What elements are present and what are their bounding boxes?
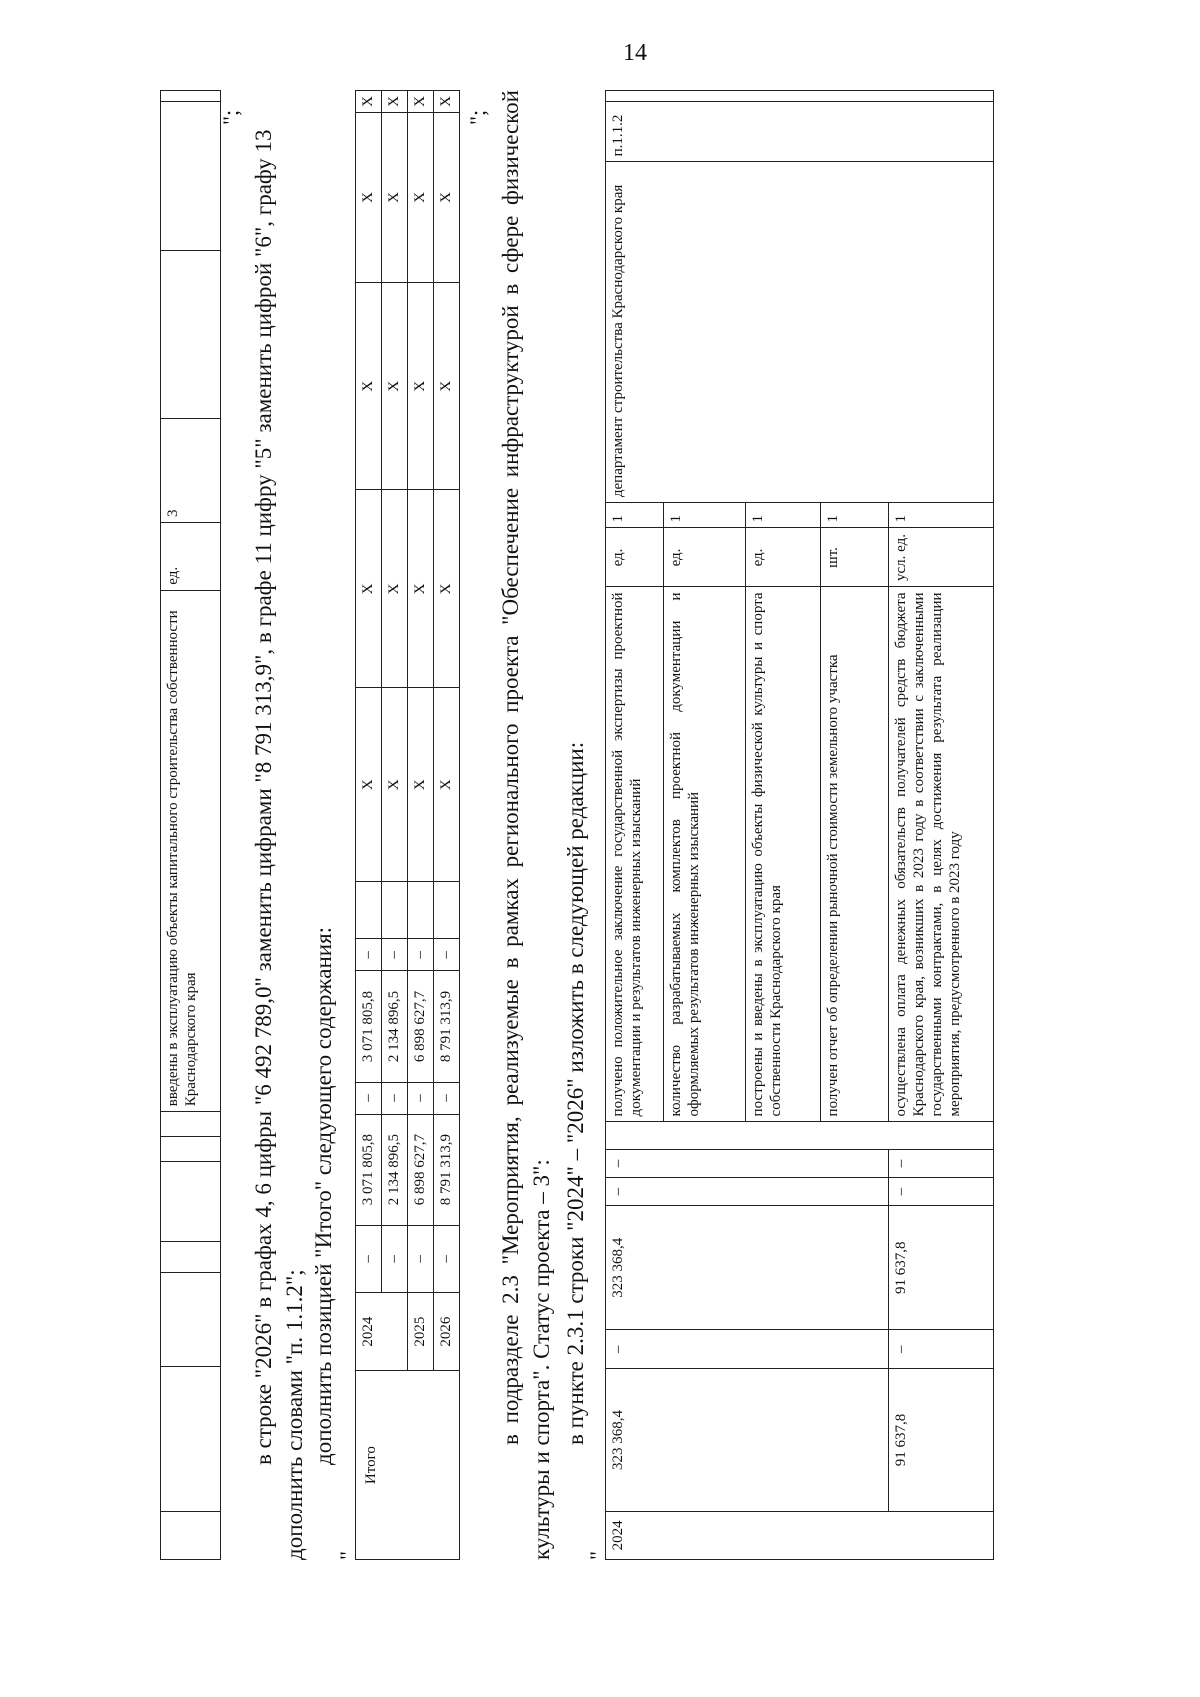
ref-cell: п.1.1.2	[606, 102, 994, 162]
table-cell: 3 071 805,8	[356, 1114, 382, 1225]
x-cell: X	[408, 112, 434, 282]
table-cell	[161, 251, 221, 419]
table-cell: 323 368,4	[606, 1206, 889, 1330]
x-cell: X	[434, 112, 460, 282]
table-cell: –	[408, 1225, 434, 1292]
table-cell: 6 898 627,7	[408, 971, 434, 1082]
x-cell: X	[356, 112, 382, 282]
result-text: построены и введены в эксплуатацию объекты физической культуры и спорта собственности Краснодарского края	[746, 587, 821, 1122]
table-cell: –	[606, 1149, 889, 1177]
table-cell	[161, 1112, 221, 1137]
table-cell: 3 071 805,8	[356, 971, 382, 1082]
table-cell: ед.	[161, 523, 221, 591]
table-cell: –	[889, 1149, 994, 1177]
table-cell: –	[356, 1082, 382, 1114]
table-cell: 6 898 627,7	[408, 1114, 434, 1225]
page-number: 14	[623, 40, 647, 66]
year-cell: 2025	[408, 1293, 434, 1371]
result-text: получено положительное заключение государственной экспертизы проектной документации и результатов инженерных изысканий	[606, 587, 664, 1122]
x-cell: X	[434, 490, 460, 688]
x-cell: X	[382, 688, 408, 881]
table-cell	[161, 1273, 221, 1367]
table-cell: 323 368,4	[606, 1369, 889, 1511]
table-cell	[161, 102, 221, 251]
result-text: количество разрабатываемых комплектов проектной документации и оформляемых результатов инженерных изысканий	[664, 587, 746, 1122]
table-cell: –	[889, 1178, 994, 1206]
year-cell: 2024	[356, 1293, 408, 1371]
instruction-paragraph: в строке "2026" в графах 4, 6 цифры "6 492 789,0" заменить цифрами "8 791 313,9", в графе 11 цифру "5" заменить цифрой "6", графу 13 дополнить словами "п. 1.1.2";	[251, 129, 308, 1560]
x-cell: X	[356, 91, 382, 113]
table-cell: –	[434, 939, 460, 971]
table-row	[161, 91, 221, 1560]
x-cell: X	[356, 688, 382, 881]
table-cell: 8 791 313,9	[434, 971, 460, 1082]
x-cell: X	[382, 112, 408, 282]
table-cell	[161, 91, 221, 102]
table-row	[408, 91, 434, 1560]
table-cell: –	[889, 1330, 994, 1369]
x-cell: X	[382, 91, 408, 113]
table-cell: –	[434, 1082, 460, 1114]
result-text: получен отчет об определении рыночной стоимости земельного участка	[821, 587, 889, 1122]
x-cell: X	[356, 283, 382, 490]
table-cell	[161, 1512, 221, 1560]
table-cell	[161, 1242, 221, 1273]
open-quote: "	[585, 1551, 610, 1560]
table-cell: –	[382, 1225, 408, 1292]
year-cell: 2024	[606, 1511, 994, 1559]
table-cell: 2 134 896,5	[382, 1114, 408, 1225]
x-cell: X	[382, 490, 408, 688]
table-row	[356, 91, 382, 1560]
table-cell	[161, 1161, 221, 1241]
unit-cell: усл. ед.	[889, 528, 994, 587]
x-cell: X	[382, 283, 408, 490]
table-cell: 3	[161, 419, 221, 523]
table-measure	[605, 90, 994, 1560]
itogo-label: Итого	[356, 1371, 460, 1560]
unit-cell: шт.	[821, 528, 889, 587]
table-row	[434, 91, 460, 1560]
x-cell: X	[408, 490, 434, 688]
rotated-content	[160, 90, 1160, 1630]
instruction-paragraph: в подразделе 2.3 "Мероприятия, реализуемые в рамках регионального проекта "Обеспечение инфраструктурой в сфере физической культуры и спорта". Статус проекта – 3":	[498, 90, 555, 1560]
open-quote: "	[335, 1551, 360, 1560]
value-cell: 1	[746, 503, 821, 528]
value-cell: 1	[606, 503, 664, 528]
table-cell: 91 637,8	[889, 1206, 994, 1330]
table-cell	[161, 1137, 221, 1162]
unit-cell: ед.	[606, 528, 664, 587]
table-row	[606, 91, 664, 1560]
table-cell: введены в эксплуатацию объекты капитального строительства собственности Краснодарского края	[161, 590, 221, 1112]
unit-cell: ед.	[664, 528, 746, 587]
table-cell: –	[606, 1178, 889, 1206]
value-cell: 1	[889, 503, 994, 528]
x-cell: X	[434, 91, 460, 113]
table-cell: 8 791 313,9	[434, 1114, 460, 1225]
table-cell: –	[382, 939, 408, 971]
unit-cell: ед.	[746, 528, 821, 587]
table-cell: –	[356, 1225, 382, 1292]
x-cell: X	[408, 283, 434, 490]
executor-cell: департамент строительства Краснодарского края	[606, 162, 994, 503]
value-cell: 1	[821, 503, 889, 528]
table-itogo	[355, 90, 460, 1560]
instruction-paragraph: в пункте 2.3.1 строки "2024" – "2026" изложить в следующей редакции:	[563, 741, 588, 1445]
table-cell: –	[408, 1082, 434, 1114]
value-cell: 1	[664, 503, 746, 528]
table-continuation	[160, 90, 221, 1560]
table-cell: 91 637,8	[889, 1369, 994, 1511]
result-text: осуществлена оплата денежных обязательств получателей средств бюджета Краснодарского края, возникших в 2023 году в соответствии с заключенными государственными контрактами, в целях достижения результата реализации мероприятия, предусмотренного в 2023 году	[889, 587, 994, 1122]
closing-mark: ";	[218, 109, 243, 125]
table-cell: 2 134 896,5	[382, 971, 408, 1082]
table-cell: –	[434, 1225, 460, 1292]
table-cell: –	[382, 1082, 408, 1114]
x-cell: X	[434, 283, 460, 490]
table-cell: –	[408, 939, 434, 971]
table-cell: –	[356, 939, 382, 971]
closing-mark: ";	[465, 109, 490, 125]
x-cell: X	[356, 490, 382, 688]
year-cell: 2026	[434, 1293, 460, 1371]
x-cell: X	[434, 688, 460, 881]
instruction-paragraph: дополнить позицией "Итого" следующего содержания:	[311, 926, 336, 1465]
table-cell: –	[606, 1330, 889, 1369]
x-cell: X	[408, 91, 434, 113]
x-cell: X	[408, 688, 434, 881]
table-cell	[161, 1367, 221, 1512]
